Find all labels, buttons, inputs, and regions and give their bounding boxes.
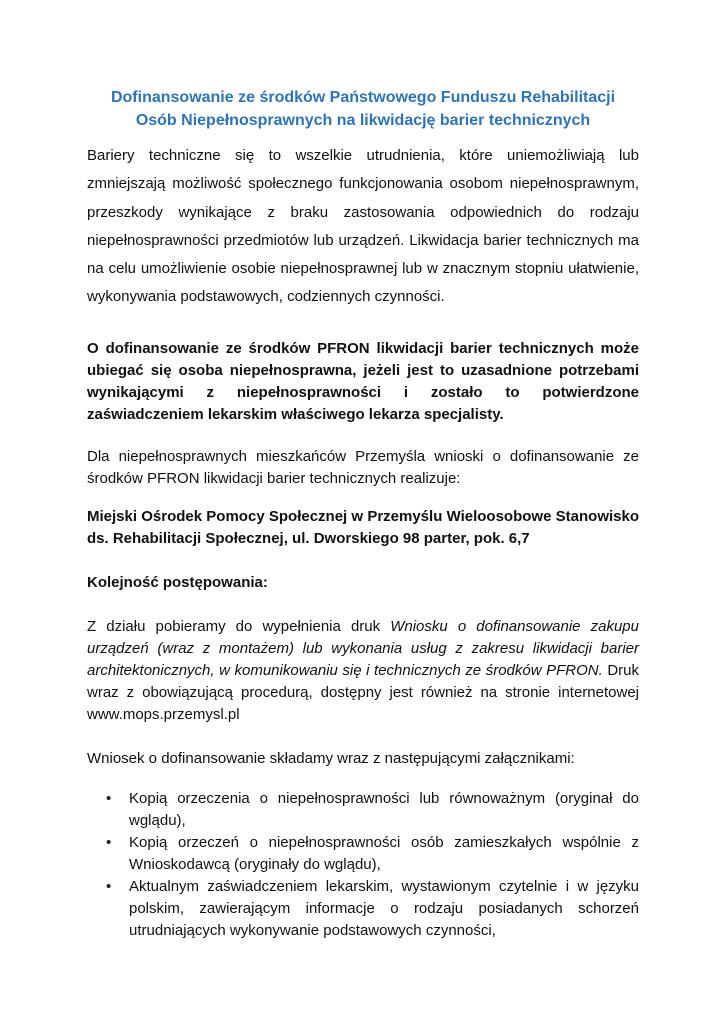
attachments-intro-paragraph: Wniosek o dofinansowanie składamy wraz z następującymi załącznikami: [87,749,575,767]
title-line-1: Dofinansowanie ze środków Państwowego Funduszu Rehabilitacji [110,89,616,106]
procedure-text-end: Druk wraz z obowiązującą procedurą, dostępny jest również na stronie internetowej www.mops.przemysl.pl [87,661,640,723]
procedure-heading: Kolejność postępowania: [87,573,268,591]
intro-paragraph: Bariery techniczne się to wszelkie utrudnienia, które uniemożliwiają lub zmniejszają możliwość społecznego funkcjonowania osobom niepełnosprawnym, przeszkody wynikające z braku zastosowania odpowiednich do rodzaju niepełnosprawności przedmiotów lub urządzeń. Likwidacja barier technicznych ma na celu umożliwienie osobie niepełnosprawnej lub w znacznym stopniu ułatwienie, wykonywania podstawowych, codziennych czynności. [87,147,639,306]
eligibility-paragraph: O dofinansowanie ze środków PFRON likwidacji barier technicznych może ubiegać się osoba niepełnosprawna, jeżeli jest to uzasadnione potrzebami wynikającymi z niepełnosprawności i zostało to potwierdzone zaświadczeniem lekarskim właściwego lekarza specjalisty. [87,339,639,423]
list-item [106,832,639,876]
page-title [87,86,639,132]
procedure-text-start: Z działu pobieramy do wypełnienia druk [87,617,391,635]
list-item [106,876,639,942]
bullet-icon: • [106,833,112,851]
residents-info-paragraph: Dla niepełnosprawnych mieszkańców Przemyśla wnioski o dofinansowanie ze środków PFRON likwidacji barier technicznych realizuje: [87,447,639,487]
list-item-text: Aktualnym zaświadczeniem lekarskim, wystawionym czytelnie i w języku polskim, zawierającym informacje o rodzaju posiadanych schorzeń utrudniających wykonywanie podstawowych czynności, [129,877,639,939]
bullet-icon: • [106,877,112,895]
attachments-list [87,788,639,942]
application-form-name: Wniosku o dofinansowanie zakupu urządzeń (wraz z montażem) lub wykonania usług z zakresu likwidacji barier architektonicznych, w komunikowaniu się i technicznych ze środków PFRON. [87,617,639,679]
title-line-2: Osób Niepełnosprawnych na likwidację barier technicznych [135,112,591,129]
procedure-paragraph [87,616,639,726]
list-item [106,788,639,832]
document-page [87,86,639,942]
office-address-paragraph: Miejski Ośrodek Pomocy Społecznej w Przemyślu Wieloosobowe Stanowisko ds. Rehabilitacji Społecznej, ul. Dworskiego 98 parter, pok. 6,7 [87,507,639,547]
list-item-text: Kopią orzeczeń o niepełnosprawności osób zamieszkałych wspólnie z Wnioskodawcą (oryginały do wglądu), [129,833,639,873]
bullet-icon: • [106,789,112,807]
list-item-text: Kopią orzeczenia o niepełnosprawności lub równoważnym (oryginał do wglądu), [129,789,639,829]
